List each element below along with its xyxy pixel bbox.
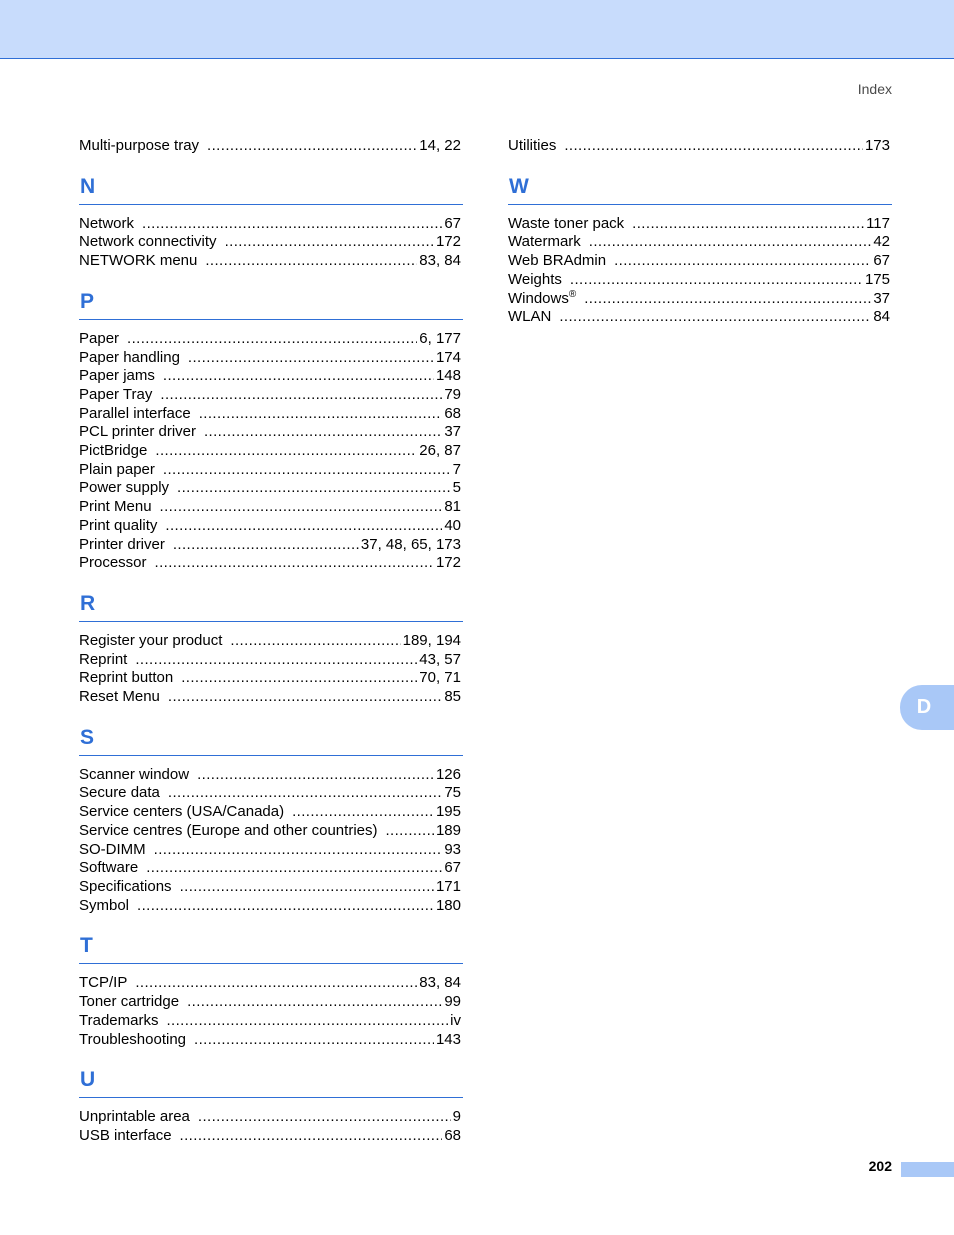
header-band: [0, 0, 954, 59]
index-term-text: Trademarks: [79, 1011, 159, 1029]
index-entry: [79, 498, 463, 517]
index-page-refs: 195: [435, 803, 461, 821]
index-term: [79, 405, 191, 424]
index-entry: [79, 897, 463, 916]
index-term: [79, 1031, 186, 1050]
index-term-text: Processor: [79, 554, 147, 572]
index-term-text: Plain paper: [79, 460, 155, 478]
index-page-refs: 172: [435, 233, 461, 251]
index-page-refs: 7: [452, 460, 461, 478]
dot-leader: [181, 669, 417, 688]
dot-leader: [173, 536, 359, 555]
index-entry: [79, 1031, 463, 1050]
index-page-refs: 143: [435, 1030, 461, 1048]
index-term-text: Print quality: [79, 516, 158, 534]
dot-leader: [559, 308, 871, 327]
index-term-text: PCL printer driver: [79, 423, 196, 441]
index-entry: [508, 215, 892, 234]
index-entry: [79, 461, 463, 480]
index-term: [79, 803, 284, 822]
dot-leader: [292, 803, 434, 822]
index-page-refs: 81: [444, 498, 461, 516]
index-term: [79, 349, 180, 368]
index-term-text: Reprint button: [79, 669, 174, 687]
index-entry: [79, 1012, 463, 1031]
dot-leader: [230, 632, 400, 651]
index-term: [79, 367, 155, 386]
index-term-text: Paper handling: [79, 348, 180, 366]
index-page-refs: 37: [873, 289, 890, 307]
index-term-text: Troubleshooting: [79, 1030, 187, 1048]
index-term: [79, 669, 173, 688]
dot-leader: [137, 897, 434, 916]
index-entry: [79, 803, 463, 822]
index-term-text: Toner cartridge: [79, 993, 180, 1011]
index-page-refs: 5: [452, 479, 461, 497]
dot-leader: [165, 517, 442, 536]
section-letter: W: [509, 174, 529, 198]
index-term: [79, 233, 217, 252]
dot-leader: [127, 330, 417, 349]
index-entry: [79, 252, 463, 271]
section-divider: [79, 204, 463, 205]
dot-leader: [160, 386, 442, 405]
index-page-refs: 70, 71: [419, 669, 461, 687]
index-term: [508, 233, 581, 252]
index-term-text: Register your product: [79, 631, 223, 649]
index-term-text: Web BRAdmin: [508, 252, 607, 270]
index-term: [79, 1127, 172, 1146]
index-entry: [508, 271, 892, 290]
index-term: [508, 215, 624, 234]
index-term: [79, 252, 197, 271]
dot-leader: [199, 405, 443, 424]
section-divider: [79, 963, 463, 964]
dot-leader: [146, 859, 442, 878]
index-term: [79, 330, 119, 349]
dot-leader: [166, 1012, 448, 1031]
index-term: [508, 290, 576, 309]
index-entry: [79, 536, 463, 555]
index-page-refs: 37, 48, 65, 173: [360, 535, 461, 553]
index-term-text: Specifications: [79, 877, 172, 895]
index-term: [79, 974, 127, 993]
index-term-text: PictBridge: [79, 442, 148, 460]
index-page-refs: 148: [435, 367, 461, 385]
index-entry: [79, 442, 463, 461]
index-term: [79, 859, 138, 878]
dot-leader: [632, 215, 864, 234]
index-entry: [79, 233, 463, 252]
dot-leader: [188, 349, 434, 368]
dot-leader: [155, 442, 417, 461]
header-label: Index: [857, 81, 892, 97]
index-page-refs: 83, 84: [419, 974, 461, 992]
index-term-text: Windows: [508, 289, 569, 307]
index-term: [508, 137, 556, 156]
dot-leader: [564, 137, 863, 156]
dot-leader: [187, 993, 442, 1012]
section-divider: [79, 621, 463, 622]
index-entry: [79, 405, 463, 424]
index-entry: [79, 651, 463, 670]
index-term-text: SO-DIMM: [79, 840, 146, 858]
dot-leader: [204, 423, 442, 442]
index-term-text: Secure data: [79, 784, 160, 802]
index-term: [508, 252, 606, 271]
index-term: [79, 536, 165, 555]
index-term: [79, 766, 189, 785]
index-term: [79, 688, 160, 707]
section-letter: U: [80, 1068, 96, 1092]
dot-leader: [180, 1127, 443, 1146]
index-page-refs: 172: [435, 554, 461, 572]
index-page-refs: 99: [444, 993, 461, 1011]
section-divider: [79, 319, 463, 320]
index-page-refs: 67: [444, 214, 461, 232]
index-entry: [79, 822, 463, 841]
index-page-refs: 14, 22: [419, 137, 461, 154]
dot-leader: [589, 233, 872, 252]
index-entry: [508, 137, 892, 156]
index-entry: [508, 290, 892, 309]
index-term-text: WLAN: [508, 308, 552, 326]
index-term: [79, 651, 127, 670]
index-entry: [79, 479, 463, 498]
index-term: [79, 137, 199, 156]
index-page-refs: 43, 57: [419, 650, 461, 668]
index-page-refs: 180: [435, 896, 461, 914]
index-term-text: Paper jams: [79, 367, 155, 385]
index-entry: [79, 137, 463, 156]
dot-leader: [614, 252, 871, 271]
index-entry: [508, 308, 892, 327]
index-term-text: Reset Menu: [79, 688, 160, 706]
index-page-refs: 84: [873, 308, 890, 326]
section-letter: T: [80, 934, 93, 958]
index-page-refs: 171: [435, 877, 461, 895]
index-term-text: Software: [79, 859, 139, 877]
index-term-text: Weights: [508, 270, 562, 288]
section-letter: S: [80, 725, 95, 749]
index-page-refs: 9: [452, 1108, 461, 1126]
index-term-text: USB interface: [79, 1126, 172, 1144]
index-term: [79, 822, 377, 841]
index-term: [79, 479, 169, 498]
index-term-text: NETWORK menu: [79, 252, 198, 270]
index-term-text: Symbol: [79, 896, 130, 914]
index-entry: [79, 632, 463, 651]
index-term: [79, 841, 146, 860]
index-column-left: [79, 137, 463, 1146]
index-entry: [79, 993, 463, 1012]
index-term-text: TCP/IP: [79, 974, 128, 992]
dot-leader: [197, 766, 434, 785]
dot-leader: [194, 1031, 434, 1050]
dot-leader: [177, 479, 451, 498]
index-term: [79, 632, 222, 651]
dot-leader: [163, 461, 451, 480]
chapter-tab[interactable]: [900, 685, 954, 730]
index-page-refs: 117: [866, 214, 890, 232]
section-divider: [508, 204, 892, 205]
index-entry: [79, 215, 463, 234]
index-term: [79, 784, 160, 803]
index-term-text: Multi-purpose tray: [79, 137, 200, 154]
index-page-refs: 83, 84: [419, 252, 461, 270]
index-term-text: Unprintable area: [79, 1108, 190, 1126]
dot-leader: [163, 367, 434, 386]
index-page-refs: 42: [873, 233, 890, 251]
index-term: [79, 1108, 190, 1127]
dot-leader: [142, 215, 442, 234]
index-term-text: Watermark: [508, 233, 581, 251]
index-page-refs: 75: [444, 784, 461, 802]
dot-leader: [584, 290, 871, 309]
index-term-text: Print Menu: [79, 498, 152, 516]
index-term: [79, 554, 147, 573]
dot-leader: [225, 233, 434, 252]
index-entry: [79, 517, 463, 536]
dot-leader: [135, 651, 417, 670]
index-term: [79, 993, 179, 1012]
index-page-refs: 79: [444, 385, 461, 403]
index-page-refs: 68: [444, 404, 461, 422]
index-page-refs: 67: [873, 252, 890, 270]
index-term-text: Service centers (USA/Canada): [79, 803, 285, 821]
index-term-text: Paper: [79, 329, 120, 347]
index-column-right: [508, 137, 892, 327]
index-term: [508, 271, 562, 290]
index-term-text: Network connectivity: [79, 233, 217, 251]
page-number-bar: [901, 1162, 954, 1177]
dot-leader: [168, 688, 442, 707]
index-page-refs: 93: [444, 840, 461, 858]
index-entry: [508, 233, 892, 252]
index-page-refs: 67: [444, 859, 461, 877]
index-term: [79, 878, 172, 897]
index-entry: [79, 367, 463, 386]
section-letter: P: [80, 289, 95, 313]
dot-leader: [135, 974, 417, 993]
index-entry: [79, 878, 463, 897]
section-letter: R: [80, 591, 96, 615]
index-entry: [79, 330, 463, 349]
index-page-refs: 26, 87: [419, 442, 461, 460]
index-entry: [79, 349, 463, 368]
dot-leader: [180, 878, 434, 897]
index-entry: [79, 766, 463, 785]
index-term: [79, 461, 155, 480]
dot-leader: [168, 784, 442, 803]
section-divider: [79, 1097, 463, 1098]
index-page-refs: 173: [864, 137, 890, 154]
index-entry: [79, 1108, 463, 1127]
index-entry: [79, 974, 463, 993]
section-divider: [79, 755, 463, 756]
index-term: [79, 215, 134, 234]
index-page-refs: 189, 194: [402, 631, 461, 649]
index-page-refs: 174: [435, 348, 461, 366]
index-entry: [79, 1127, 463, 1146]
section-letter: N: [80, 174, 96, 198]
index-term: [79, 498, 152, 517]
page-number: 202: [868, 1158, 892, 1174]
index-term: [79, 442, 147, 461]
index-page-refs: 126: [435, 765, 461, 783]
index-entry: [79, 841, 463, 860]
index-term: [79, 1012, 158, 1031]
dot-leader: [207, 137, 417, 156]
registered-mark: ®: [568, 288, 577, 300]
index-term-text: Reprint: [79, 650, 128, 668]
index-page-refs: 175: [864, 270, 890, 288]
index-entry: [79, 669, 463, 688]
index-term-text: Scanner window: [79, 765, 190, 783]
index-term-text: Paper Tray: [79, 385, 153, 403]
chapter-tab-letter: D: [916, 696, 932, 718]
index-term: [79, 897, 129, 916]
index-term-text: Parallel interface: [79, 404, 191, 422]
dot-leader: [154, 841, 443, 860]
index-term-text: Power supply: [79, 479, 170, 497]
index-entry: [79, 386, 463, 405]
index-page-refs: iv: [450, 1011, 461, 1029]
index-term: [79, 386, 152, 405]
index-term: [79, 517, 157, 536]
index-term-text: Service centres (Europe and other countries): [79, 821, 378, 839]
index-page-refs: 6, 177: [419, 329, 461, 347]
index-entry: [79, 859, 463, 878]
index-entry: [79, 423, 463, 442]
index-page-refs: 37: [444, 423, 461, 441]
index-term-text: Printer driver: [79, 535, 165, 553]
dot-leader: [198, 1108, 451, 1127]
dot-leader: [160, 498, 443, 517]
index-page-refs: 68: [444, 1126, 461, 1144]
index-entry: [79, 688, 463, 707]
index-page-refs: 40: [444, 516, 461, 534]
index-term: [508, 308, 551, 327]
index-term-text: Network: [79, 214, 135, 232]
index-term-text: Utilities: [508, 137, 557, 154]
index-term-text: Waste toner pack: [508, 214, 625, 232]
dot-leader: [385, 822, 433, 841]
dot-leader: [155, 554, 434, 573]
index-page-refs: 85: [444, 688, 461, 706]
index-term: [79, 423, 196, 442]
index-entry: [508, 252, 892, 271]
index-entry: [79, 784, 463, 803]
dot-leader: [205, 252, 417, 271]
index-page-refs: 189: [435, 821, 461, 839]
dot-leader: [570, 271, 863, 290]
index-entry: [79, 554, 463, 573]
